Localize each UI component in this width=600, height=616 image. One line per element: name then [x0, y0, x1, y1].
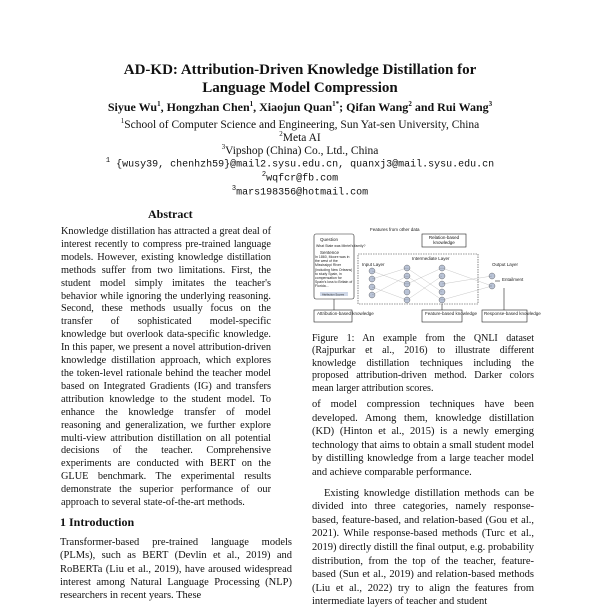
fig-label-question-text: What State was Mirriel's family? [316, 244, 366, 248]
author-name: Rui Wang [437, 100, 489, 114]
fig-label-attribution-1: Attribution-based knowledge [317, 311, 374, 316]
author-name: Hongzhan Chen [166, 100, 250, 114]
figure-1-diagram [312, 226, 541, 326]
author-list: Siyue Wu$^1$, Hongzhan Chen$^1$, Xiaojun Quan$^{1*}$; Qifan Wang$^2$ and Rui Wang$^3$ [107, 100, 493, 114]
network-nodes [369, 265, 495, 303]
title-line-1: AD-KD: Attribution-Driven Knowledge Distillation for [123, 62, 477, 78]
title-line-2: Language Model Compression [202, 80, 398, 96]
paper-title [0, 61, 600, 97]
abstract-heading: Abstract [148, 207, 193, 221]
paragraph: Existing knowledge distillation methods can be divided into three categories, namely response-based, feature-based, and relation-based (Gou et al., 2021). While response-based methods (Turc et al., 2019) directly distill the final output, e.g. probability distribution, from the top of the teacher, feature-based (Sun et al., 2019) and relation-based methods (Liu et al., 2022) try to align the features from intermediate layers of teacher and student [312, 487, 534, 608]
fig-label-sentence-text: In 1860, Moore was in the west of the Mississippi River (including New Orleans) to study Spain, in compensation for Spain's loss to Britain of Florida... [315, 255, 353, 289]
fig-label-intermediate: Intermediate Layer [412, 256, 450, 261]
fig-label-output-layer: Output Layer [492, 262, 519, 267]
fig-label-input-layer: Input Layer [362, 262, 385, 267]
column-2-body [312, 398, 534, 616]
fig-label-question: Question [320, 237, 339, 242]
email-line: $^3$mars198356@hotmail.com [231, 185, 369, 199]
affiliation: $^2$Meta AI [279, 130, 321, 144]
figure-caption: Figure 1: An example from the QNLI dataset (Rajpurkar et al., 2016) to illustrate different knowledge distillation techniques including the proposed attribution-driven method. Darker colors mean larger attribution scores. [312, 333, 534, 394]
fig-label-relation: Relation-based knowledge [428, 235, 460, 245]
network-edges [372, 268, 492, 300]
affiliation: $^3$Vipshop (China) Co., Ltd., China [221, 143, 379, 157]
node [404, 289, 410, 295]
fig-label-bar: Attribution Scores [322, 292, 345, 297]
abstract-body: Knowledge distillation has attracted a great deal of interest recently to compress pre-trained language models. However, existing knowledge distillation methods suffer from two limitations. First, the student model simply imitates the teacher's behavior while ignoring the underlying reasoning. Second, these methods usually focus on the transfer of sophisticated model-specific knowledge but overlook data-specific knowledge. In this paper, we present a novel attribution-driven knowledge distillation approach, which explores the token-level rationale behind the teacher model based on Integrated Gradients (IG) and transfers attribution knowledge to the student model. To enhance the knowledge transfer of model reasoning and generalization, we further explore multi-view attribution distillation on all potential decisions of the teacher. Comprehensive experiments are conducted with BERT on the GLUE benchmark. The experimental results demonstrate the superior performance of our approach to several state-of-the-art methods. [61, 226, 271, 509]
email-line: $^1$ {wusy39, chenhzh59}@mail2.sysu.edu.cn, quanxj3@mail.sysu.edu.cn [105, 157, 495, 171]
introduction-body: Transformer-based pre-trained language models (PLMs), such as BERT (Devlin et al., 2019) and RoBERTa (Liu et al., 2019), have aroused widespread interest among Natural Language Processing (NLP) researchers in recent years. These [60, 537, 292, 602]
email-line: $^2$wqfcr@fb.com [261, 171, 339, 185]
author-name: Xiaojun Quan [259, 100, 333, 114]
fig-label-sentence: Sentence [320, 250, 340, 255]
author-name: Qifan Wang [346, 100, 409, 114]
fig-label-feature: Feature-based knowledge [425, 311, 478, 316]
fig-label-features-top: Features from other data [370, 227, 420, 232]
paragraph: of model compression techniques have been developed. Among them, knowledge distillation (KD) (Hinton et al., 2015) is a newly emerging technology that aims to obtain a small student model by distilling knowledge from a large teacher model and achieve comparable performance. [312, 399, 534, 478]
section-heading: 1 Introduction [60, 515, 135, 529]
fig-label-response: Response-based knowledge [484, 311, 541, 316]
fig-label-entailment: Entailment [502, 277, 524, 282]
affiliation: $^1$School of Computer Science and Engineering, Sun Yat-sen University, China [120, 117, 480, 131]
author-name: Siyue Wu [107, 100, 158, 114]
